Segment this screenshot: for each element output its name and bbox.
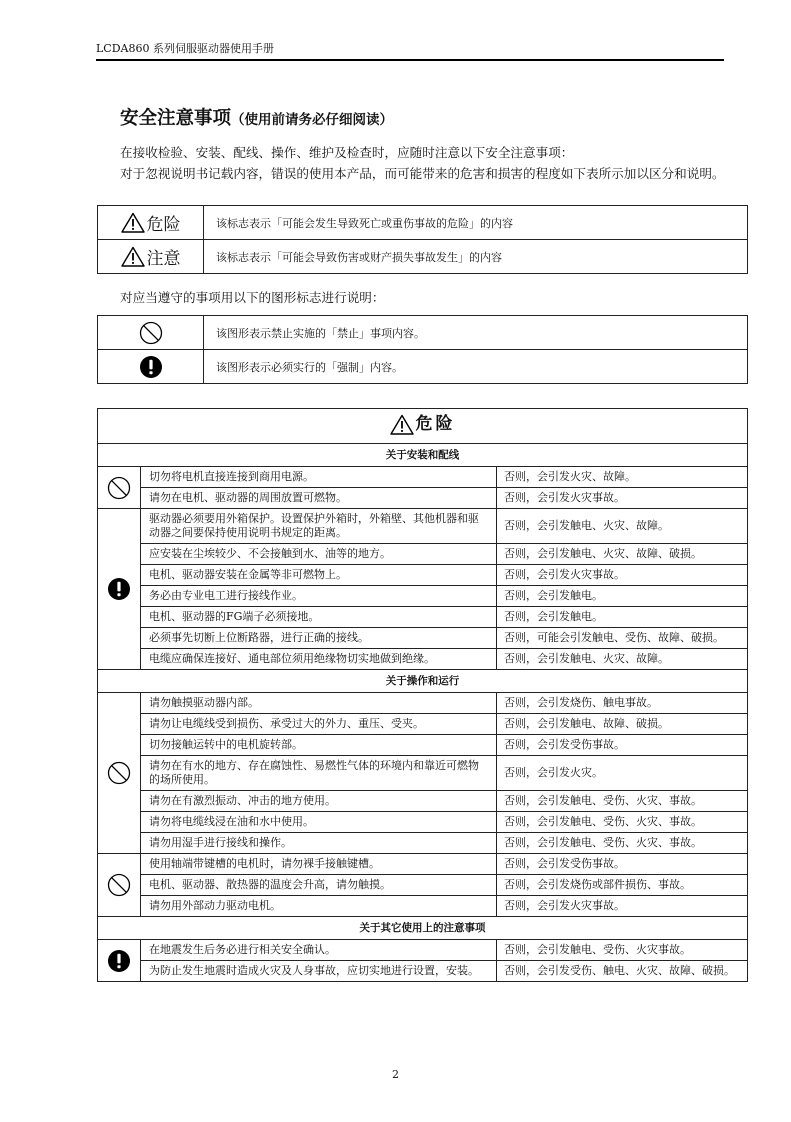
section-title-row	[98, 444, 748, 467]
prohibited-icon	[107, 476, 131, 500]
level-label: 危险	[146, 214, 181, 235]
section-title-row	[98, 670, 748, 693]
caution-item: 驱动器必须要用外箱保护。设置保护外箱时，外箱壁、其他机器和驱动器之间要保持使用说明书规定的距离。	[141, 509, 497, 544]
caution-item: 请勿在有激烈振动、冲击的地方使用。	[141, 791, 497, 812]
table-row	[98, 316, 748, 350]
group-icon-cell	[98, 854, 141, 917]
caution-item: 请勿让电缆线受到损伤、承受过大的外力、重压、受夹。	[141, 714, 497, 735]
danger-table	[97, 408, 748, 982]
warning-triangle-icon	[390, 414, 414, 435]
caution-item: 必须事先切断上位断路器，进行正确的接线。	[141, 628, 497, 649]
caution-result: 否则，会引发受伤、触电、火灾、故障、破损。	[497, 961, 748, 982]
caution-result: 否则，会引发触电、受伤、火灾事故。	[497, 940, 748, 961]
caution-result: 否则，会引发触电。	[497, 586, 748, 607]
table-row	[98, 628, 748, 649]
prohibited-icon	[139, 321, 163, 345]
page-number: 2	[392, 1068, 399, 1081]
caution-result: 否则，会引发触电、火灾、故障、破损。	[497, 544, 748, 565]
caution-item: 请勿在有水的地方、存在腐蚀性、易燃性气体的环境内和靠近可燃物的场所使用。	[141, 756, 497, 791]
table-row	[98, 586, 748, 607]
caution-result: 否则，会引发触电、受伤、火灾、事故。	[497, 791, 748, 812]
caution-item: 电机、驱动器、散热器的温度会升高，请勿触摸。	[141, 875, 497, 896]
table-row	[98, 756, 748, 791]
symbol-cell	[98, 316, 204, 350]
level-label: 注意	[146, 248, 181, 269]
mandatory-icon	[107, 577, 131, 601]
mandatory-icon	[139, 355, 163, 379]
table-row	[98, 206, 748, 240]
table-row	[98, 854, 748, 875]
caution-result: 否则，会引发烧伤或部件损伤、事故。	[497, 875, 748, 896]
title-main: 安全注意事项	[120, 108, 232, 129]
title-sub: （使用前请务必仔细阅读）	[231, 112, 394, 128]
caution-result: 否则，会引发触电、受伤、火灾、事故。	[497, 812, 748, 833]
symbol-cell	[98, 350, 204, 384]
caution-item: 应安装在尘埃较少、不会接触到水、油等的地方。	[141, 544, 497, 565]
table-row	[98, 961, 748, 982]
table-row	[98, 509, 748, 544]
caution-result: 否则，会引发火灾。	[497, 756, 748, 791]
warning-triangle-icon	[121, 246, 145, 267]
level-description: 该标志表示「可能会发生导致死亡或重伤事故的危险」的内容	[204, 206, 748, 240]
caution-result: 否则，会引发火灾、故障。	[497, 467, 748, 488]
warning-triangle-icon	[121, 212, 145, 233]
table-row	[98, 240, 748, 274]
caution-result: 否则，会引发火灾事故。	[497, 565, 748, 586]
caution-item: 电缆应确保连接好、通电部位须用绝缘物切实地做到绝缘。	[141, 649, 497, 670]
header-rule	[96, 59, 724, 61]
table-row	[98, 565, 748, 586]
page-title	[120, 104, 393, 130]
caution-result: 否则，会引发受伤事故。	[497, 735, 748, 756]
caution-item: 务必由专业电工进行接线作业。	[141, 586, 497, 607]
running-header: LCDA860 系列伺服驱动器使用手册	[96, 42, 274, 55]
group-icon-cell	[98, 509, 141, 670]
mandatory-icon	[107, 949, 131, 973]
caution-item: 电机、驱动器的FG端子必须接地。	[141, 607, 497, 628]
section-title: 关于安装和配线	[98, 444, 748, 467]
section-title-row	[98, 917, 748, 940]
caution-result: 否则，会引发触电、火灾、故障。	[497, 509, 748, 544]
table-row	[98, 833, 748, 854]
intro-line-1: 在接收检验、安装、配线、操作、维护及检查时，应随时注意以下安全注意事项：	[120, 145, 574, 160]
table-row	[98, 693, 748, 714]
caution-result: 否则，会引发火灾事故。	[497, 896, 748, 917]
table-row	[98, 791, 748, 812]
caution-item: 在地震发生后务必进行相关安全确认。	[141, 940, 497, 961]
intro-paragraph	[96, 142, 728, 184]
prohibited-icon	[107, 873, 131, 897]
caution-result: 否则，会引发触电、火灾、故障。	[497, 649, 748, 670]
caution-result: 否则，会引发触电。	[497, 607, 748, 628]
caution-item: 请勿触摸驱动器内部。	[141, 693, 497, 714]
caution-item: 切勿将电机直接连接到商用电源。	[141, 467, 497, 488]
table-row	[98, 812, 748, 833]
danger-header	[390, 414, 456, 435]
level-label-cell	[98, 240, 204, 274]
table-row	[98, 940, 748, 961]
group-icon-cell	[98, 467, 141, 509]
group-icon-cell	[98, 940, 141, 982]
caution-item: 使用轴端带键槽的电机时，请勿裸手接触键槽。	[141, 854, 497, 875]
caution-item: 电机、驱动器安装在金属等非可燃物上。	[141, 565, 497, 586]
intro-line-2: 对于忽视说明书记载内容，错误的使用本产品，而可能带来的危害和损害的程度如下表所示加以区分和说明。	[120, 166, 725, 181]
caution-item: 请勿将电缆线浸在油和水中使用。	[141, 812, 497, 833]
group-icon-cell	[98, 693, 141, 854]
table-row	[98, 607, 748, 628]
signal-word-table	[97, 205, 748, 274]
symbol-description: 该图形表示必须实行的「强制」内容。	[204, 350, 748, 384]
danger-header-label: 危险	[415, 414, 456, 434]
caution-result: 否则，可能会引发触电、受伤、故障、破损。	[497, 628, 748, 649]
caution-result: 否则，会引发触电、故障、破损。	[497, 714, 748, 735]
level-label-cell	[98, 206, 204, 240]
symbol-table	[97, 315, 748, 384]
caution-result: 否则，会引发烧伤、触电事故。	[497, 693, 748, 714]
level-description: 该标志表示「可能会导致伤害或财产损失事故发生」的内容	[204, 240, 748, 274]
caution-item: 为防止发生地震时造成火灾及人身事故，应切实地进行设置，安装。	[141, 961, 497, 982]
table-row	[98, 875, 748, 896]
table-row	[98, 544, 748, 565]
section-title: 关于其它使用上的注意事项	[98, 917, 748, 940]
table-row	[98, 735, 748, 756]
caution-item: 请勿用外部动力驱动电机。	[141, 896, 497, 917]
danger-header-row	[98, 409, 748, 444]
table-row	[98, 896, 748, 917]
section-title: 关于操作和运行	[98, 670, 748, 693]
symbol-intro: 对应当遵守的事项用以下的图形标志进行说明：	[120, 290, 385, 305]
caution-result: 否则，会引发受伤事故。	[497, 854, 748, 875]
symbol-description: 该图形表示禁止实施的「禁止」事项内容。	[204, 316, 748, 350]
danger-header-cell	[98, 409, 748, 444]
caution-item: 请勿在电机、驱动器的周围放置可燃物。	[141, 488, 497, 509]
table-row	[98, 467, 748, 488]
table-row	[98, 649, 748, 670]
table-row	[98, 488, 748, 509]
caution-item: 切勿接触运转中的电机旋转部。	[141, 735, 497, 756]
caution-result: 否则，会引发火灾事故。	[497, 488, 748, 509]
caution-result: 否则，会引发触电、受伤、火灾、事故。	[497, 833, 748, 854]
table-row	[98, 714, 748, 735]
table-row	[98, 350, 748, 384]
prohibited-icon	[107, 761, 131, 785]
caution-item: 请勿用湿手进行接线和操作。	[141, 833, 497, 854]
